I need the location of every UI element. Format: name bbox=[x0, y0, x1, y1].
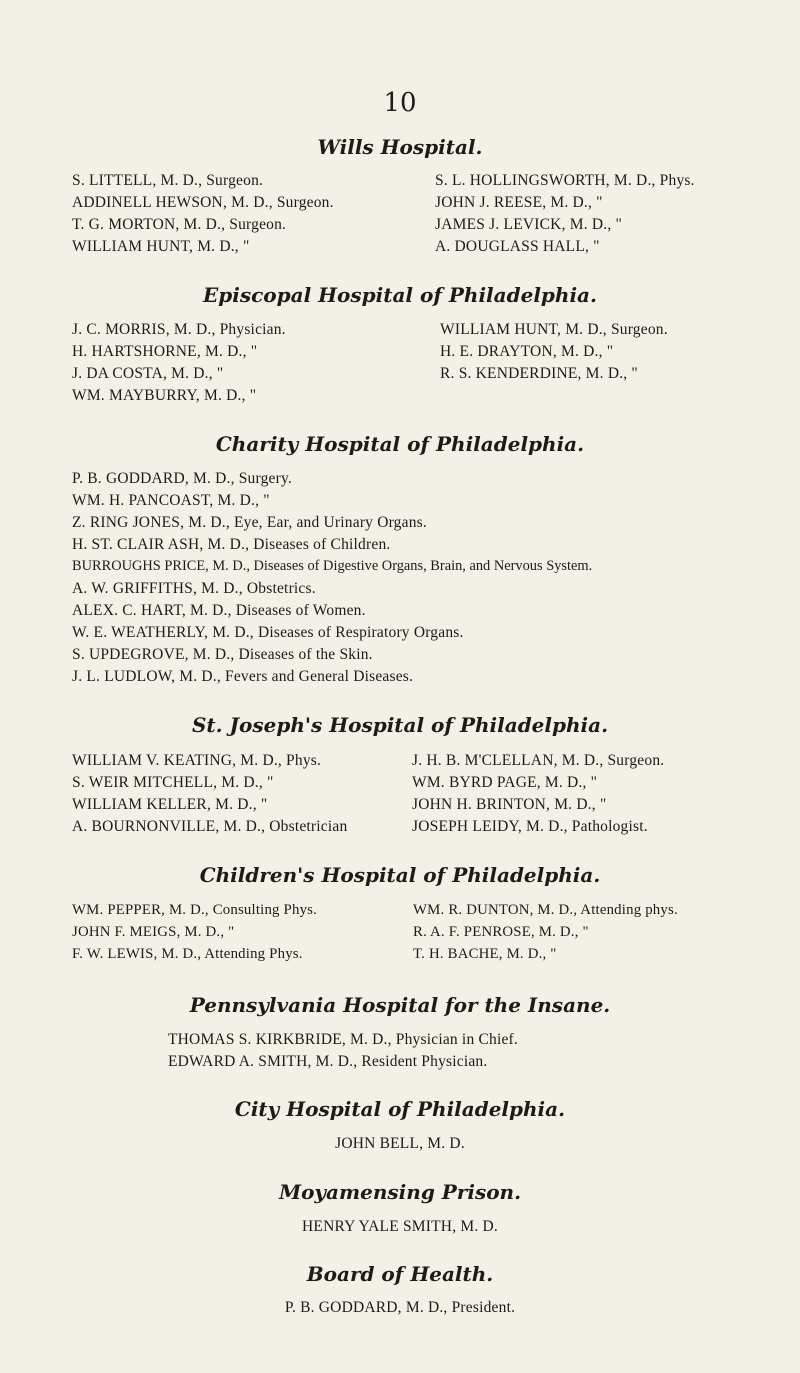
section-heading: Board of Health. bbox=[306, 1262, 494, 1286]
staff-line: WM. MAYBURRY, M. D., " bbox=[72, 387, 257, 404]
staff-line: WM. R. DUNTON, M. D., Attending phys. bbox=[413, 902, 678, 918]
section-heading: Moyamensing Prison. bbox=[278, 1180, 522, 1204]
staff-line: JOHN J. REESE, M. D., " bbox=[435, 194, 603, 211]
staff-line: P. B. GODDARD, M. D., Surgery. bbox=[72, 470, 293, 487]
staff-line: WILLIAM HUNT, M. D., Surgeon. bbox=[440, 321, 668, 338]
staff-line: JOHN H. BRINTON, M. D., " bbox=[412, 796, 607, 813]
staff-line: H. E. DRAYTON, M. D., " bbox=[440, 343, 614, 360]
section-heading: City Hospital of Philadelphia. bbox=[234, 1097, 566, 1121]
staff-line: EDWARD A. SMITH, M. D., Resident Physician. bbox=[168, 1053, 488, 1070]
staff-line: WILLIAM KELLER, M. D., " bbox=[72, 796, 268, 813]
staff-line: R. A. F. PENROSE, M. D., " bbox=[413, 924, 589, 940]
staff-line: JOSEPH LEIDY, M. D., Pathologist. bbox=[412, 818, 648, 835]
staff-line: WM. BYRD PAGE, M. D., " bbox=[412, 774, 598, 791]
section-heading: Children's Hospital of Philadelphia. bbox=[199, 863, 601, 887]
section-heading: Charity Hospital of Philadelphia. bbox=[215, 432, 585, 456]
staff-line: F. W. LEWIS, M. D., Attending Phys. bbox=[72, 946, 303, 962]
staff-line: JOHN BELL, M. D. bbox=[335, 1135, 465, 1152]
staff-line: JAMES J. LEVICK, M. D., " bbox=[435, 216, 623, 233]
staff-line: H. HARTSHORNE, M. D., " bbox=[72, 343, 258, 360]
staff-line: S. L. HOLLINGSWORTH, M. D., Phys. bbox=[435, 172, 695, 189]
staff-line: A. BOURNONVILLE, M. D., Obstetrician bbox=[72, 818, 348, 835]
staff-line: J. DA COSTA, M. D., " bbox=[72, 365, 224, 382]
staff-line: S. LITTELL, M. D., Surgeon. bbox=[72, 172, 264, 189]
section-heading: Pennsylvania Hospital for the Insane. bbox=[189, 993, 611, 1017]
staff-line: H. ST. CLAIR ASH, M. D., Diseases of Children. bbox=[72, 536, 391, 553]
staff-line: WM. H. PANCOAST, M. D., " bbox=[72, 492, 270, 509]
staff-line: T. G. MORTON, M. D., Surgeon. bbox=[72, 216, 287, 233]
staff-line: S. WEIR MITCHELL, M. D., " bbox=[72, 774, 274, 791]
staff-line: ADDINELL HEWSON, M. D., Surgeon. bbox=[72, 194, 334, 211]
staff-line: HENRY YALE SMITH, M. D. bbox=[302, 1218, 498, 1235]
staff-line: J. L. LUDLOW, M. D., Fevers and General Diseases. bbox=[72, 668, 414, 685]
staff-line: A. W. GRIFFITHS, M. D., Obstetrics. bbox=[72, 580, 316, 597]
staff-line: WILLIAM HUNT, M. D., " bbox=[72, 238, 250, 255]
staff-line: THOMAS S. KIRKBRIDE, M. D., Physician in Chief. bbox=[168, 1031, 518, 1048]
staff-line: J. C. MORRIS, M. D., Physician. bbox=[72, 321, 286, 338]
staff-line: Z. RING JONES, M. D., Eye, Ear, and Urinary Organs. bbox=[72, 514, 427, 531]
staff-line: R. S. KENDERDINE, M. D., " bbox=[440, 365, 638, 382]
staff-line: S. UPDEGROVE, M. D., Diseases of the Skin. bbox=[72, 646, 373, 663]
staff-line: J. H. B. M'CLELLAN, M. D., Surgeon. bbox=[412, 752, 665, 769]
page-number: 10 bbox=[383, 88, 417, 118]
staff-line: P. B. GODDARD, M. D., President. bbox=[284, 1299, 516, 1316]
staff-line: A. DOUGLASS HALL, " bbox=[435, 238, 600, 255]
staff-line: JOHN F. MEIGS, M. D., " bbox=[72, 924, 235, 940]
staff-line: BURROUGHS PRICE, M. D., Diseases of Digestive Organs, Brain, and Nervous System. bbox=[72, 558, 593, 574]
section-heading: Wills Hospital. bbox=[317, 135, 483, 159]
staff-line: WM. PEPPER, M. D., Consulting Phys. bbox=[72, 902, 318, 918]
section-heading: St. Joseph's Hospital of Philadelphia. bbox=[191, 713, 609, 737]
staff-line: W. E. WEATHERLY, M. D., Diseases of Respiratory Organs. bbox=[72, 624, 464, 641]
staff-line: ALEX. C. HART, M. D., Diseases of Women. bbox=[72, 602, 366, 619]
staff-line: T. H. BACHE, M. D., " bbox=[413, 946, 557, 962]
section-heading: Episcopal Hospital of Philadelphia. bbox=[203, 283, 597, 307]
staff-line: WILLIAM V. KEATING, M. D., Phys. bbox=[72, 752, 322, 769]
